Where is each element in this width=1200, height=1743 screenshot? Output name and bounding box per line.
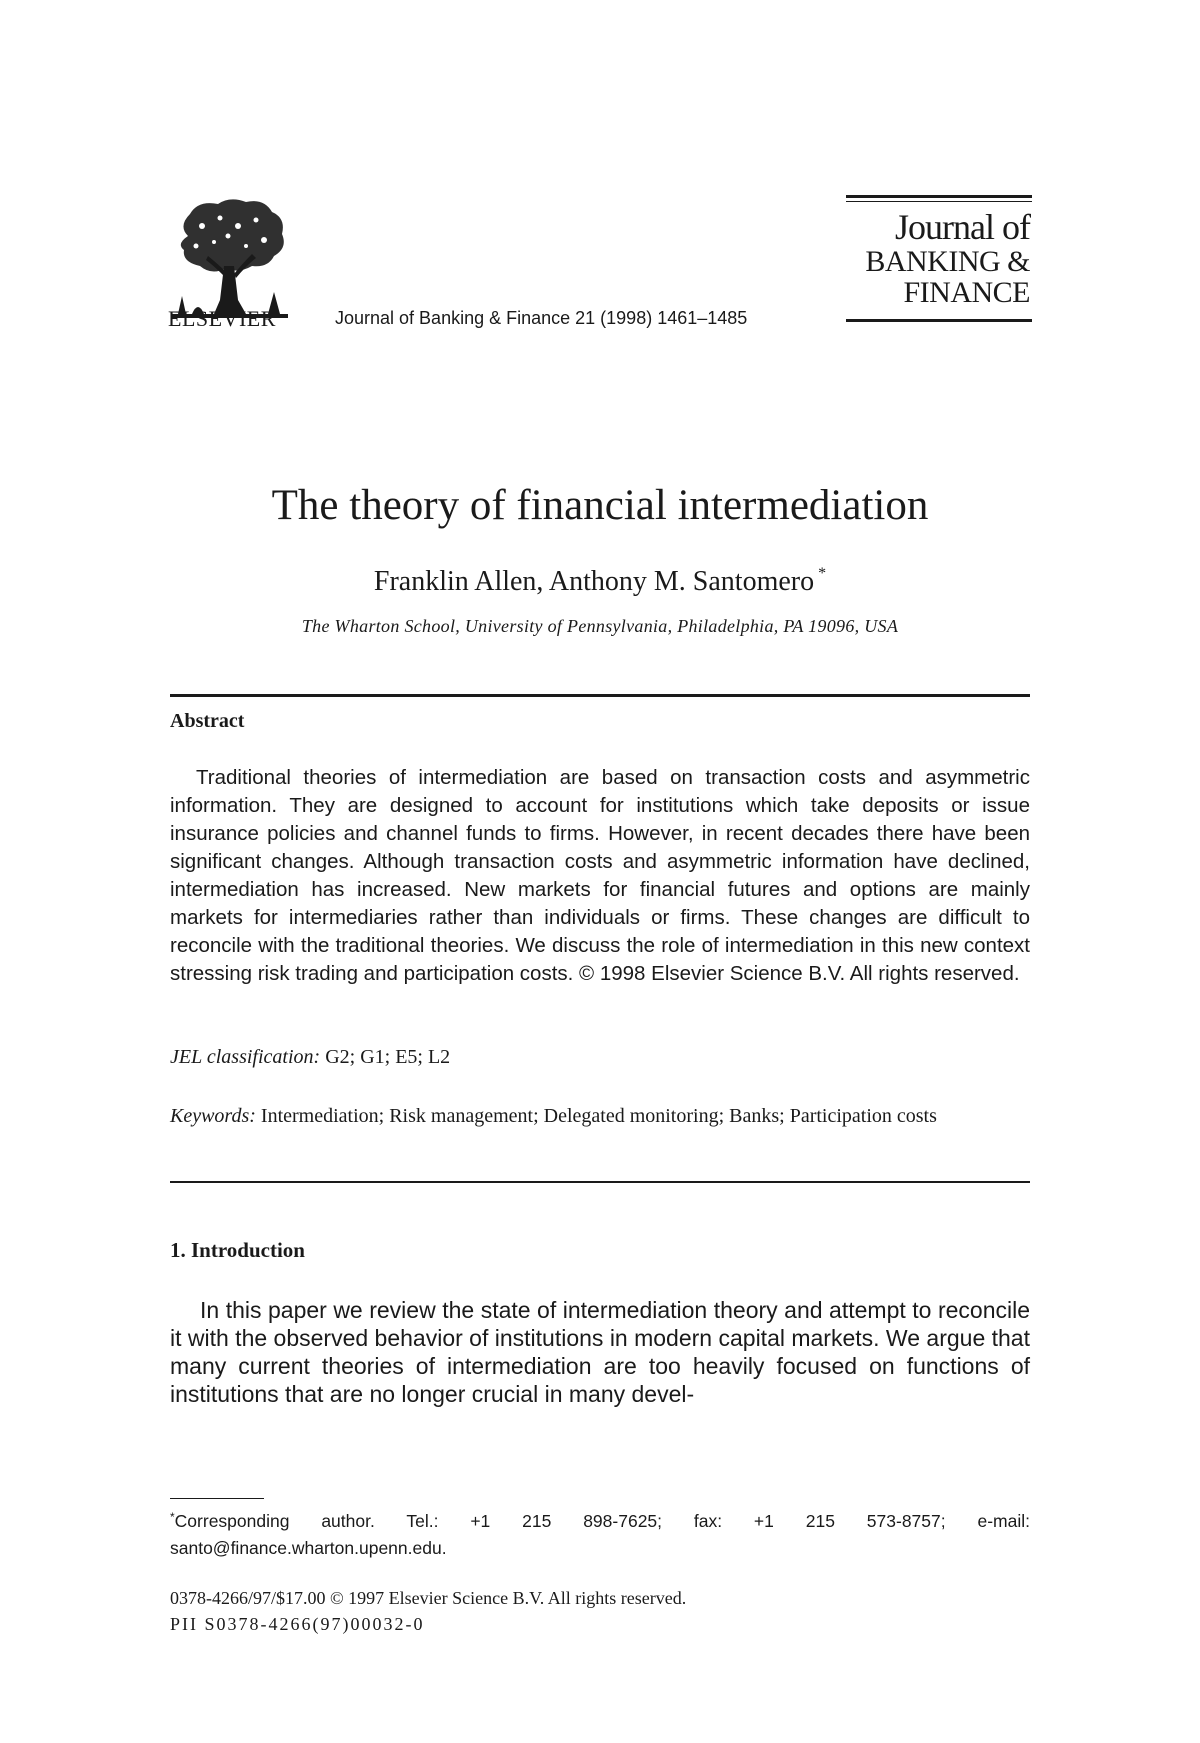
abstract-rule-top xyxy=(170,694,1030,697)
brand-line-journal-of: Journal of xyxy=(895,207,1030,247)
authors-text: Franklin Allen, Anthony M. Santomero xyxy=(373,566,815,597)
copyright-line: 0378-4266/97/$17.00 © 1997 Elsevier Science B.V. All rights reserved. xyxy=(170,1588,687,1608)
brand-rule-bottom xyxy=(846,319,1032,322)
jel-value: G2; G1; E5; L2 xyxy=(320,1046,451,1068)
author-list xyxy=(0,565,1200,598)
abstract-text: Traditional theories of intermediation are based on transaction costs and asymmetric information. They are designed to account for institutions which take deposits or issue insurance policies and channel funds to firms. However, in recent decades there have been significant changes. Although transaction costs and asymmetric information have declined, intermediation has increased. New markets for financial futures and options are mainly markets for intermediaries rather than individuals or firms. These changes are difficult to reconcile with the traditional theories. We discuss the role of intermediation in this new context stressing risk trading and participation costs. © 1998 Elsevier Science B.V. All rights reserved. xyxy=(170,766,1030,985)
abstract-rule-bottom xyxy=(170,1181,1030,1183)
affiliation: The Wharton School, University of Pennsylvania, Philadelphia, PA 19096, USA xyxy=(301,616,899,636)
footnote xyxy=(170,1504,1030,1562)
paper-title: The theory of financial intermediation xyxy=(271,482,929,529)
section-body xyxy=(170,1296,1030,1408)
brand-rule-top-thin xyxy=(846,201,1032,202)
jel-label: JEL classification: xyxy=(170,1046,321,1068)
footnote-mark: * xyxy=(170,1510,175,1524)
journal-brand xyxy=(846,195,1032,325)
publisher-name: ELSEVIER xyxy=(168,306,276,331)
footnote-rule xyxy=(170,1498,264,1499)
pii-line: PII S0378-4266(97)00032-0 xyxy=(170,1614,425,1634)
keywords-value: Intermediation; Risk management; Delegated monitoring; Banks; Participation costs xyxy=(255,1105,937,1127)
jel-classification xyxy=(170,1046,450,1069)
keywords-label: Keywords: xyxy=(170,1105,256,1127)
brand-line-finance: FINANCE xyxy=(903,276,1030,309)
section-text: In this paper we review the state of intermediation theory and attempt to reconcile it with the observed behavior of institutions in modern capital markets. We argue that many current theories of intermediation are too heavily focused on functions of institutions that are no longer crucial in many devel- xyxy=(170,1297,1030,1407)
footnote-text: Corresponding author. Tel.: +1 215 898-7625; fax: +1 215 573-8757; e-mail: santo@finance.wharton.upenn.edu. xyxy=(170,1511,1030,1558)
abstract-body xyxy=(170,764,1030,988)
brand-line-banking: BANKING & xyxy=(865,245,1030,278)
keywords xyxy=(170,1102,1030,1130)
section-heading: 1. Introduction xyxy=(170,1238,305,1262)
brand-rule-top xyxy=(846,195,1032,198)
author-footnote-mark: * xyxy=(818,565,827,582)
abstract-heading: Abstract xyxy=(170,710,245,732)
journal-citation: Journal of Banking & Finance 21 (1998) 1461–1485 xyxy=(335,308,748,328)
